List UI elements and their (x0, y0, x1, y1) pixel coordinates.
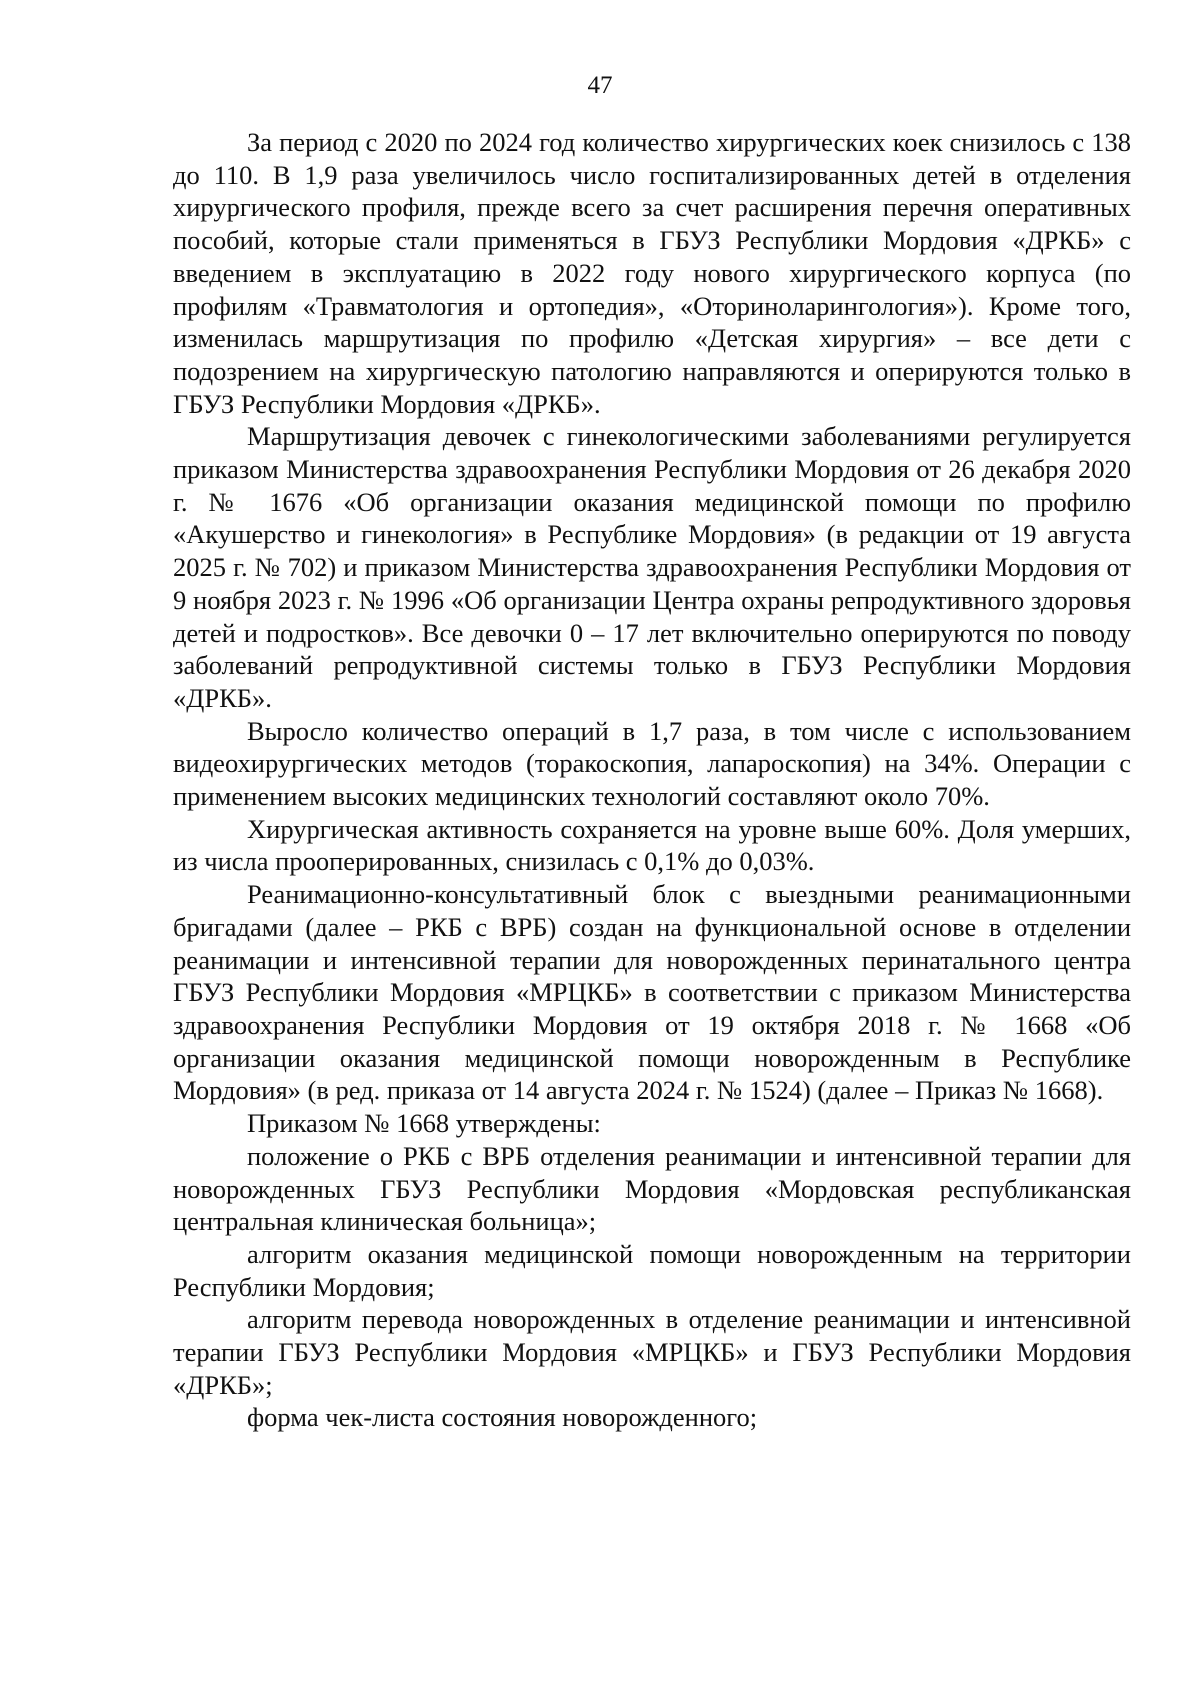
paragraph-surgical-activity: Хирургическая активность сохраняется на уровне выше 60%. Доля умерших, из числа прооперированных, снизилась с 0,1% до 0,03%. (173, 813, 1131, 877)
document-body (173, 126, 1131, 1434)
paragraph-order-approved: Приказом № 1668 утверждены: (247, 1108, 601, 1139)
list-item-transfer-algorithm: алгоритм перевода новорожденных в отделение реанимации и интенсивной терапии ГБУЗ Республики Мордовия «МРЦКБ» и ГБУЗ Республики Мордовия «ДРКБ»; (173, 1304, 1131, 1400)
paragraph-resuscitation-block: Реанимационно-консультативный блок с выездными реанимационными бригадами (далее – РКБ с ВРБ) создан на функциональной основе в отделении реанимации и интенсивной терапии для новорожденных перинатального центра ГБУЗ Республики Мордовия «МРЦКБ» в соответствии с приказом Министерства здравоохранения Республики Мордовия от 19 октября 2018 г. № 1668 «Об организации оказания медицинской помощи новорожденным в Республике Мордовия» (в ред. приказа от 14 августа 2024 г. № 1524) (далее – Приказ № 1668). (173, 879, 1131, 1106)
list-item-regulation: положение о РКБ с ВРБ отделения реанимации и интенсивной терапии для новорожденных ГБУЗ Республики Мордовия «Мордовская республиканская центральная клиническая больница»; (173, 1140, 1131, 1237)
paragraph-surgical-beds: За период с 2020 по 2024 год количество хирургических коек снизилось с 138 до 110. В 1,9 раза увеличилось число госпитализированных детей в отделения хирургического профиля, прежде всего за счет расширения перечня оперативных пособий, которые стали применяться в ГБУЗ Республики Мордовия «ДРКБ» с введением в эксплуатацию в 2022 году нового хирургического корпуса (по профилям «Травматология и ортопедия», «Оториноларингология»). Кроме того, изменилась маршрутизация по профилю «Детская хирургия» – все дети с подозрением на хирургическую патологию направляются и оперируются только в ГБУЗ Республики Мордовия «ДРКБ». (173, 127, 1131, 419)
page-number: 47 (587, 72, 613, 99)
paragraph-operations-growth: Выросло количество операций в 1,7 раза, в том числе с использованием видеохирургических методов (торакоскопия, лапароскопия) на 34%. Операции с применением высоких медицинских технологий составляют около 70%. (173, 715, 1131, 812)
paragraph-gynecology-routing: Маршрутизация девочек с гинекологическими заболеваниями регулируется приказом Министерства здравоохранения Республики Мордовия от 26 декабря 2020 г. № 1676 «Об организации оказания медицинской помощи по профилю «Акушерство и гинекология» в Республике Мордовия» (в редакции от 19 августа 2025 г. № 702) и приказом Министерства здравоохранения Республики Мордовия от 9 ноября 2023 г. № 1996 «Об организации Центра охраны репродуктивного здоровья детей и подростков». Все девочки 0 – 17 лет включительно оперируются по поводу заболеваний репродуктивной системы только в ГБУЗ Республики Мордовия «ДРКБ». (173, 421, 1131, 713)
list-item-care-algorithm: алгоритм оказания медицинской помощи новорожденным на территории Республики Мордовия; (173, 1238, 1131, 1302)
list-item-checklist-form: форма чек-листа состояния новорожденного; (247, 1402, 758, 1433)
